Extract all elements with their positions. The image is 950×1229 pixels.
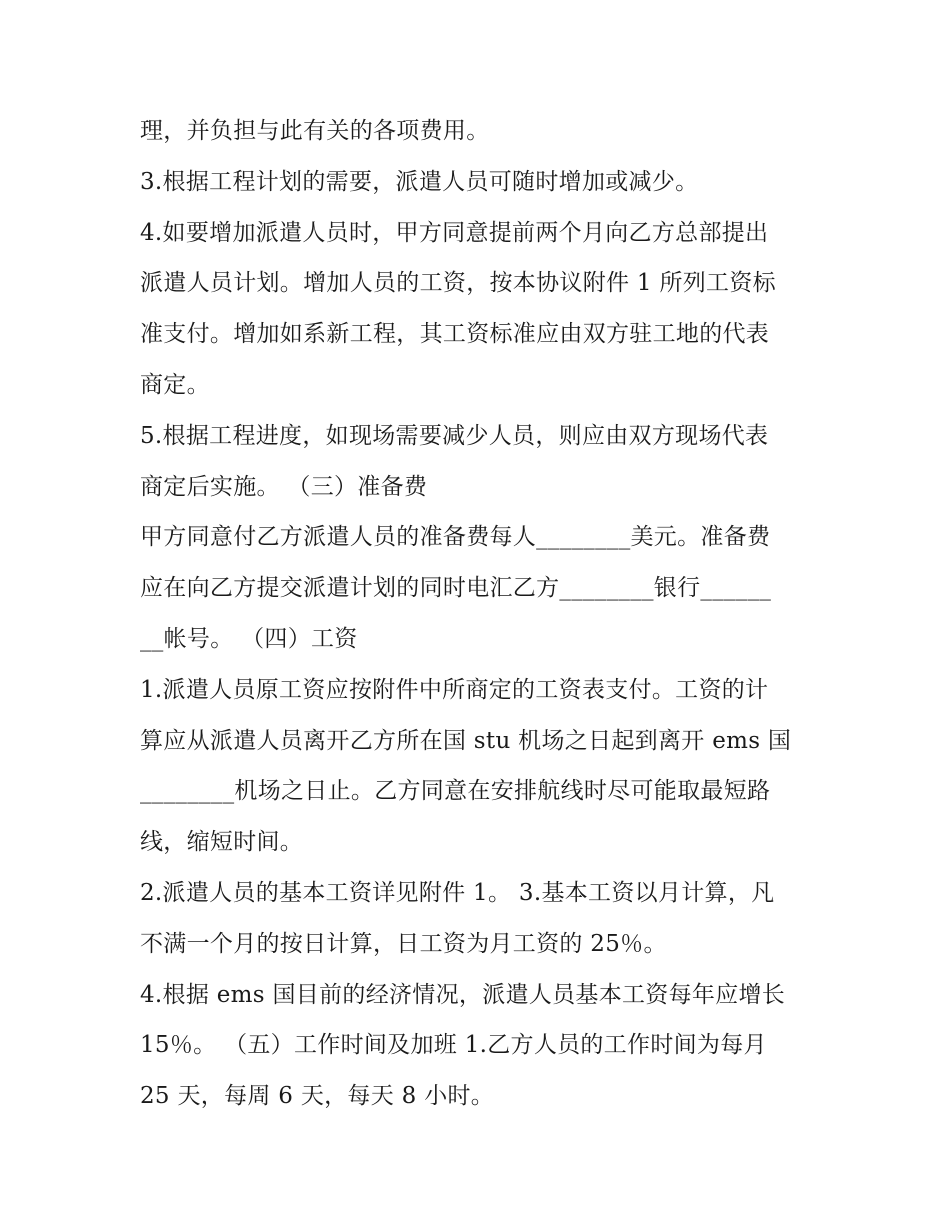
text-line: 15％。 （五）工作时间及加班 1.乙方人员的工作时间为每月 [140,1032,767,1059]
text-line: 不满一个月的按日计算，日工资为月工资的 25％。 [140,930,667,957]
document-body [140,106,816,1122]
text-line: 理，并负担与此有关的各项费用。 [140,118,490,144]
text-line: ________机场之日止。乙方同意在安排航线时尽可能取最短路 [140,778,771,805]
text-line: 算应从派遣人员离开乙方所在国 stu 机场之日起到离开 ems 国 [140,727,792,754]
text-line: 2.派遣人员的基本工资详见附件 1。 3.基本工资以月计算，凡 [140,879,775,906]
text-line: 应在向乙方提交派遣计划的同时电汇乙方________银行______ [140,575,772,602]
text-line: 商定后实施。 （三）准备费 [140,473,428,500]
text-line: 准支付。增加如系新工程，其工资标准应由双方驻工地的代表 [140,321,770,348]
text-line: 4.如要增加派遣人员时，甲方同意提前两个月向乙方总部提出 [140,219,769,246]
text-line: 5.根据工程进度，如现场需要减少人员，则应由双方现场代表 [140,422,769,449]
text-line: 25 天，每周 6 天，每天 8 小时。 [140,1083,495,1110]
text-line: 甲方同意付乙方派遣人员的准备费每人________美元。准备费 [140,524,771,551]
text-line: __帐号。 （四）工资 [140,625,358,652]
text-line: 派遣人员计划。增加人员的工资，按本协议附件 1 所列工资标 [140,270,776,297]
text-line: 线，缩短时间。 [140,829,304,856]
text-line: 4.根据 ems 国目前的经济情况，派遣人员基本工资每年应增长 [140,981,786,1008]
text-line: 3.根据工程计划的需要，派遣人员可随时增加或减少。 [140,168,699,195]
text-line: 1.派遣人员原工资应按附件中所商定的工资表支付。工资的计 [140,676,769,703]
text-line: 商定。 [140,371,210,398]
